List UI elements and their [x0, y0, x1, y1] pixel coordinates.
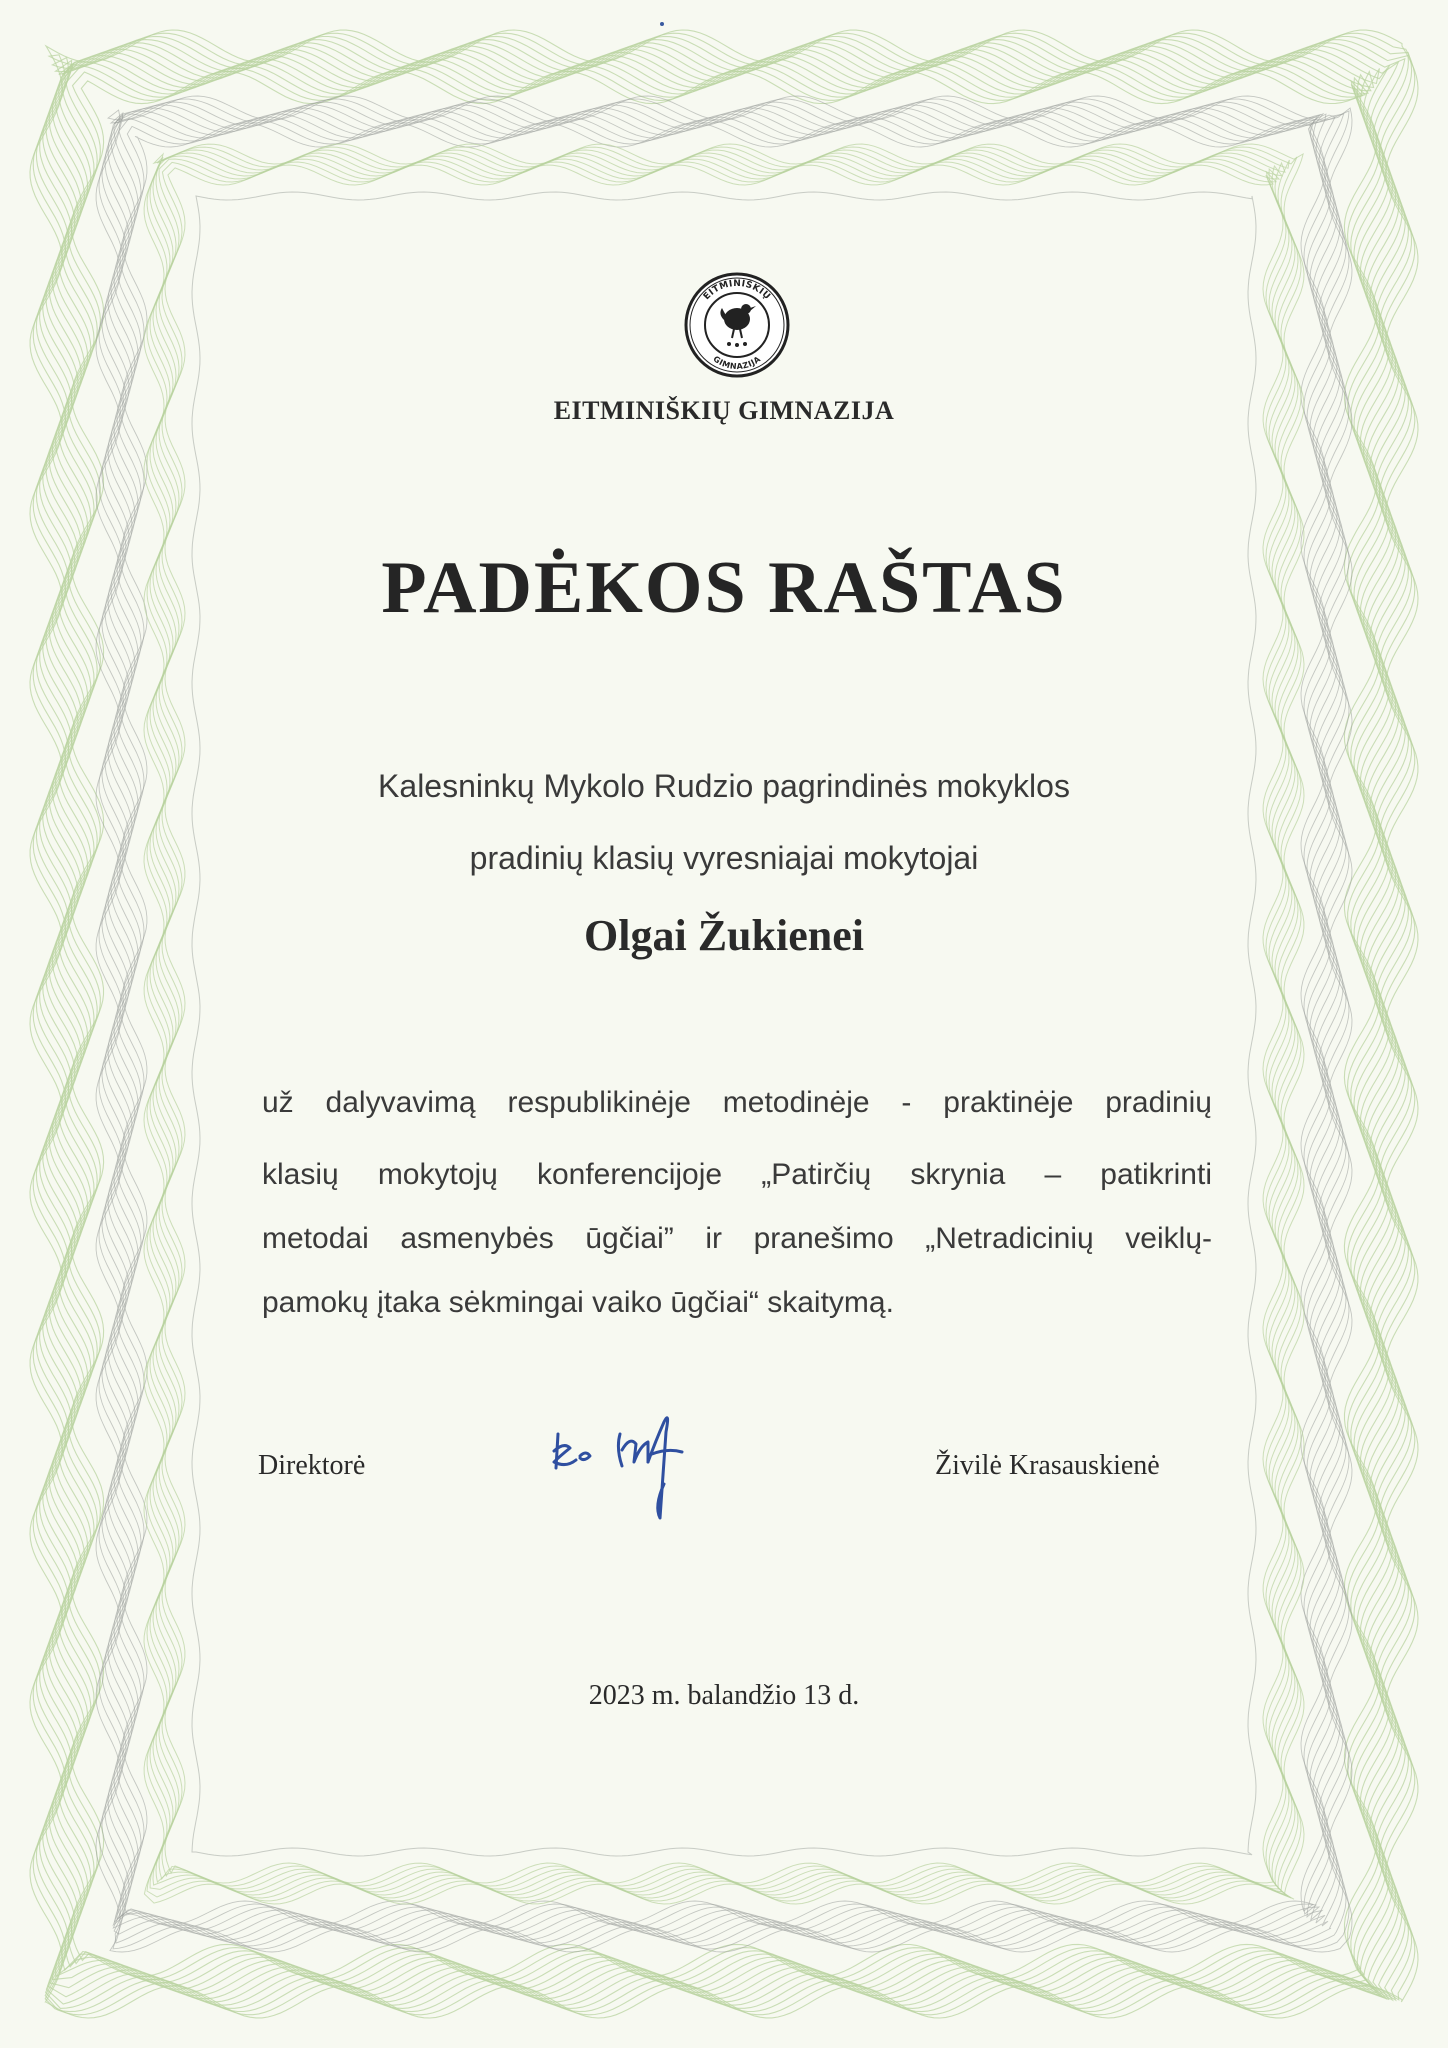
seal-top-text: EITMINIŠKIŲ: [701, 278, 773, 303]
handwritten-signature: [540, 1396, 740, 1526]
scan-artifact-dot: [660, 22, 664, 26]
signatory-role: Direktorė: [258, 1450, 366, 1481]
body-line-4: pamokų įtaka sėkmingai vaiko ūgčiai“ skaitymą.: [262, 1286, 894, 1319]
issue-date: 2023 m. balandžio 13 d.: [588, 1680, 860, 1711]
school-seal-logo: [684, 272, 790, 378]
document-title: PADĖKOS RAŠTAS: [381, 547, 1067, 629]
school-name: EITMINIŠKIŲ GIMNAZIJA: [553, 396, 895, 425]
recipient-name: Olgai Žukienei: [584, 911, 864, 960]
signatory-name: Živilė Krasauskienė: [935, 1450, 1160, 1481]
body-line-2: klasių mokytojų konferencijoje „Patirčių skrynia – patikrinti: [262, 1158, 1212, 1191]
seal-bottom-text: GIMNAZIJA: [711, 354, 763, 372]
body-line-3: metodai asmenybės ūgčiai” ir pranešimo „Netradicinių veiklų-: [262, 1222, 1212, 1255]
intro-line-1: Kalesninkų Mykolo Rudzio pagrindinės mokyklos: [378, 768, 1070, 804]
intro-line-2: pradinių klasių vyresniajai mokytojai: [469, 840, 979, 876]
body-line-1: už dalyvavimą respublikinėje metodinėje - praktinėje pradinių: [262, 1086, 1212, 1119]
